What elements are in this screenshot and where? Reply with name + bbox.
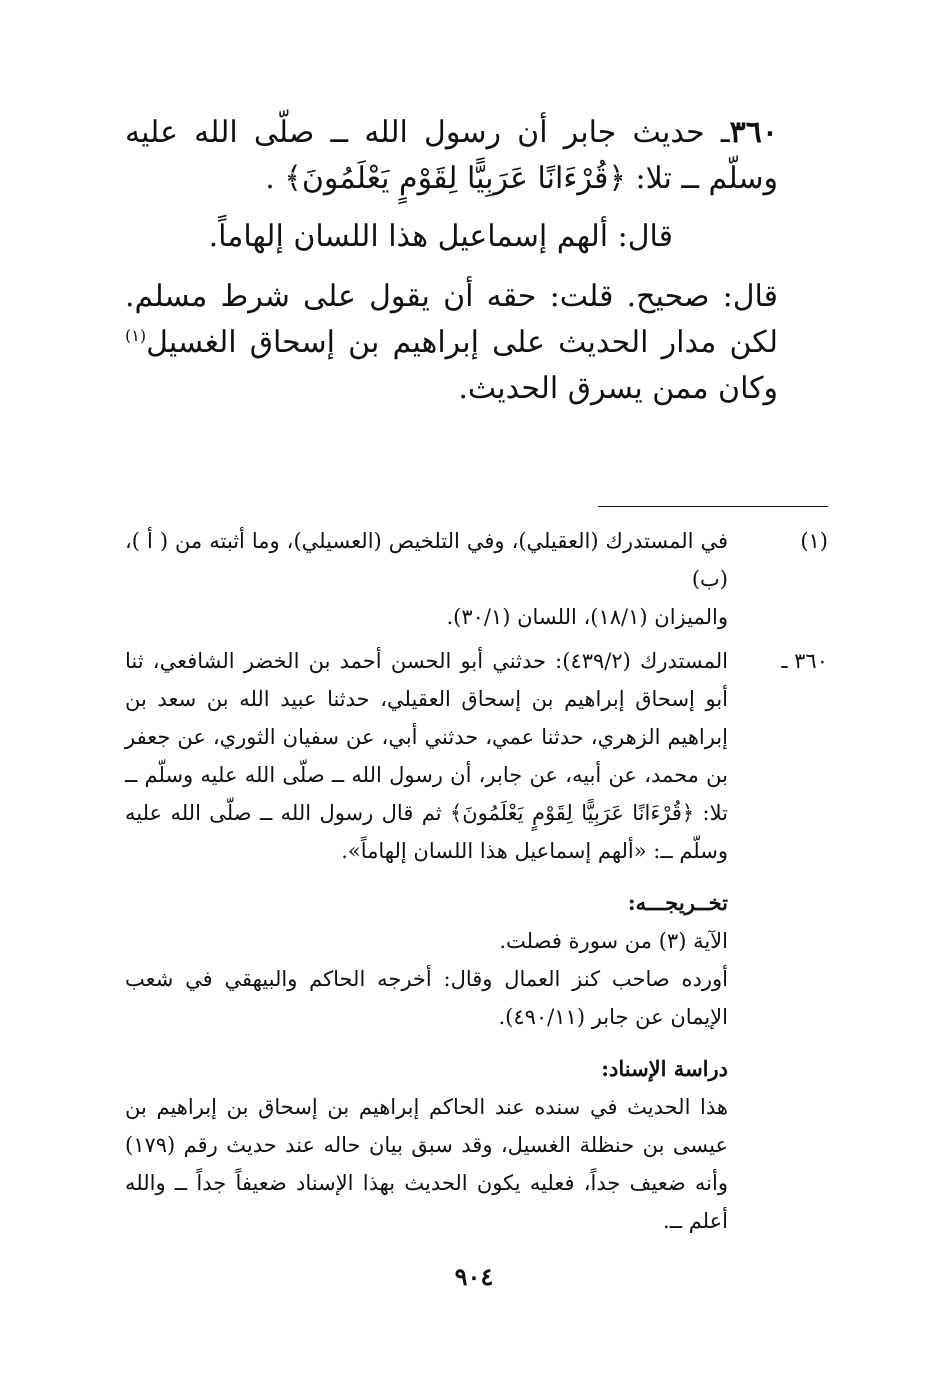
- takhrij-heading: تخــريجـــه:: [627, 890, 728, 915]
- hadith-quote: قال: ألهم إسماعيل هذا اللسان إلهاماً.: [208, 219, 673, 254]
- footnote-1: [125, 522, 828, 636]
- footnote-text: المستدرك (٤٣٩/٢): حدثني أبو الحسن أحمد بن الخضر الشافعي، ثنا أبو إسحاق إبراهيم بن إسحاق العقيلي، حدثنا عبيد الله بن سعد بن إبراهيم الزهري، حدثنا عمي، حدثني أبي، عن سفيان الثوري، عن جعفر بن محمد، عن أبيه، عن جابر، أن رسول الله ــ صلّى الله عليه وسلّم ــ تلا: ﴿قُرْءَانًا عَرَبِيًّا لِقَوْمٍ يَعْلَمُونَ﴾ ثم قال رسول الله ــ صلّى الله عليه وسلّم ــ: «ألهم إسماعيل هذا اللسان إلهاماً».: [125, 649, 728, 863]
- hadith-text: ـ حديث جابر أن رسول الله ــ صلّى الله عليه وسلّم ــ تلا:: [125, 115, 778, 196]
- footnote-divider: [598, 506, 828, 507]
- page-number: ٩٠٤: [454, 1262, 494, 1291]
- hadith-number: ٣٦٠: [729, 115, 778, 150]
- footnote-reference: (١): [125, 326, 147, 345]
- footnotes: [125, 522, 828, 1240]
- main-text: [125, 110, 778, 412]
- quran-verse: ﴿قُرْءَانًا عَرَبِيًّا لِقَوْمٍ يَعْلَمُونَ﴾ .: [265, 161, 626, 196]
- isnad-text: هذا الحديث في سنده عند الحاكم إبراهيم بن إسحاق بن إبراهيم بن عيسى بن حنظلة الغسيل، وقد سبق بيان حاله عند حديث رقم (١٧٩) وأنه ضعيف جداً، فعليه يكون الحديث بهذا الإسناد ضعيفاً جداً ــ والله أعلم ــ.: [125, 1095, 728, 1233]
- hakim-comment-text: قال: صحيح. قلت: حقه أن يقول على شرط مسلم. لكن مدار الحديث على إبراهيم بن إسحاق الغسيل: [125, 279, 778, 360]
- footnote-text: والميزان (١٨/١)، اللسان (٣٠/١).: [446, 605, 728, 629]
- isnad-body: [125, 1088, 828, 1240]
- footnote-text: في المستدرك (العقيلي)، وفي التلخيص (العسيلي)، وما أثبته من ( أ )، (ب): [125, 529, 728, 591]
- footnote-number: ٣٦٠ ـ: [781, 649, 828, 673]
- footnote-360: [125, 642, 828, 870]
- takhrij-line: الآية (٣) من سورة فصلت.: [499, 929, 728, 953]
- footnote-number: (١): [800, 529, 828, 553]
- hadith-paragraph: [125, 110, 778, 202]
- isnad-heading: دراسة الإسناد:: [601, 1056, 728, 1081]
- takhrij-line: أورده صاحب كنز العمال وقال: أخرجه الحاكم والبيهقي في شعب الإيمان عن جابر (٤٩٠/١١).: [125, 967, 728, 1029]
- hakim-comment-end: وكان ممن يسرق الحديث.: [458, 371, 778, 406]
- takhrij-body: [125, 922, 828, 1036]
- hakim-comment: [125, 274, 778, 412]
